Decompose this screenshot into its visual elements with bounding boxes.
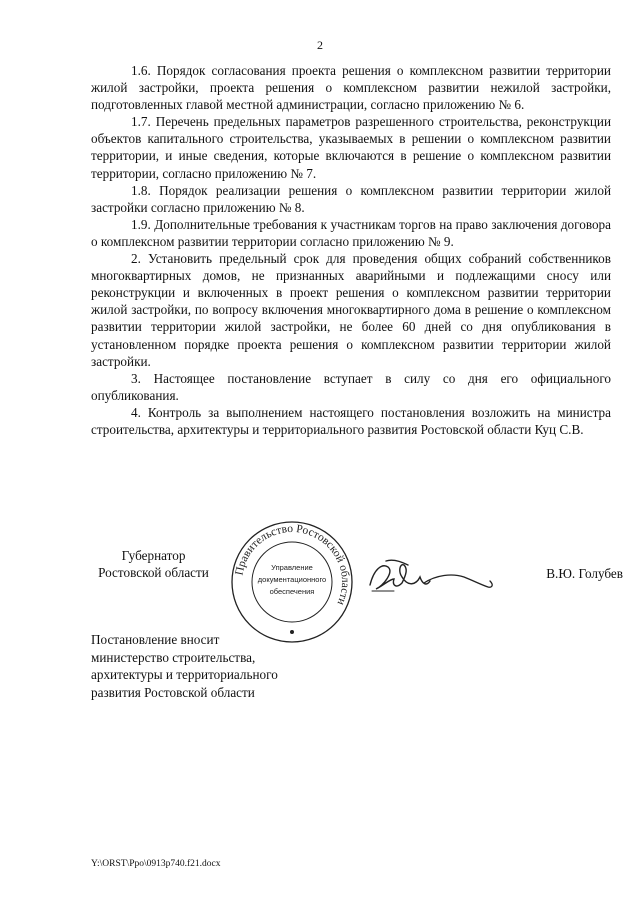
seal-center-line1: Управление [271, 563, 313, 572]
signatory-name: В.Ю. Голубев [546, 566, 623, 581]
signatory-title-line1: Губернатор [121, 548, 186, 563]
paragraph-2: 2. Установить предельный срок для проведения общих собраний собственников многоквартирных домов, не признанных аварийными и подлежащими сносу или реконструкции и включенных в проект решения о комплексном развитии территории жилой застройки, по вопросу включения многоквартирного дома в решение о комплексном развитии территории жилой застройки, не более 60 дней со дня опубликования в установленном порядке проекта решения о комплексном развитии территории жилой застройки. [91, 251, 611, 369]
submitted-by-line3: архитектуры и территориального [91, 667, 278, 683]
signature-block [91, 541, 623, 641]
seal-ring-text: Правительство Ростовской области [233, 522, 352, 607]
paragraph-1-6: 1.6. Порядок согласования проекта решения о комплексном развитии территории жилой застройки, проекта решения о комплексном развитии нежилой застройки, подготовленных главой местной администрации, согласно приложению № 6. [91, 63, 611, 113]
official-seal [230, 520, 354, 644]
submitted-by-line4: развития Ростовской области [91, 684, 255, 700]
paragraph-1-9: 1.9. Дополнительные требования к участникам торгов на право заключения договора о комплексном развитии территории согласно приложению № 9. [91, 216, 611, 249]
signatory-title [91, 547, 216, 582]
page-number: 2 [317, 38, 323, 52]
paragraph-1-8: 1.8. Порядок реализации решения о комплексном развитии территории жилой застройки согласно приложению № 8. [91, 182, 611, 215]
submitted-by-line2: министерство строительства, [91, 649, 256, 665]
handwritten-signature [364, 555, 500, 599]
submitted-by-line1: Постановление вносит [91, 632, 220, 647]
paragraph-1-7: 1.7. Перечень предельных параметров разрешенного строительства, реконструкции объектов капитального строительства, указываемых в решении о комплексном развитии территории, и иные сведения, которые включаются в решение о комплексном развитии территории, согласно приложению № 7. [91, 114, 611, 181]
paragraph-4: 4. Контроль за выполнением настоящего постановления возложить на министра строительства, архитектуры и территориального развития Ростовской области Куц С.В. [91, 404, 611, 437]
seal-center-line3: обеспечения [269, 587, 315, 596]
paragraph-3: 3. Настоящее постановление вступает в силу со дня его официального опубликования. [91, 370, 611, 403]
document-body [91, 62, 611, 438]
seal-center-line2: документационного [257, 575, 327, 584]
signatory-title-line2: Ростовской области [98, 565, 209, 581]
footer-file-path: Y:\ORST\Ppo\0913p740.f21.docx [91, 859, 221, 869]
submitted-by-note [91, 631, 351, 701]
